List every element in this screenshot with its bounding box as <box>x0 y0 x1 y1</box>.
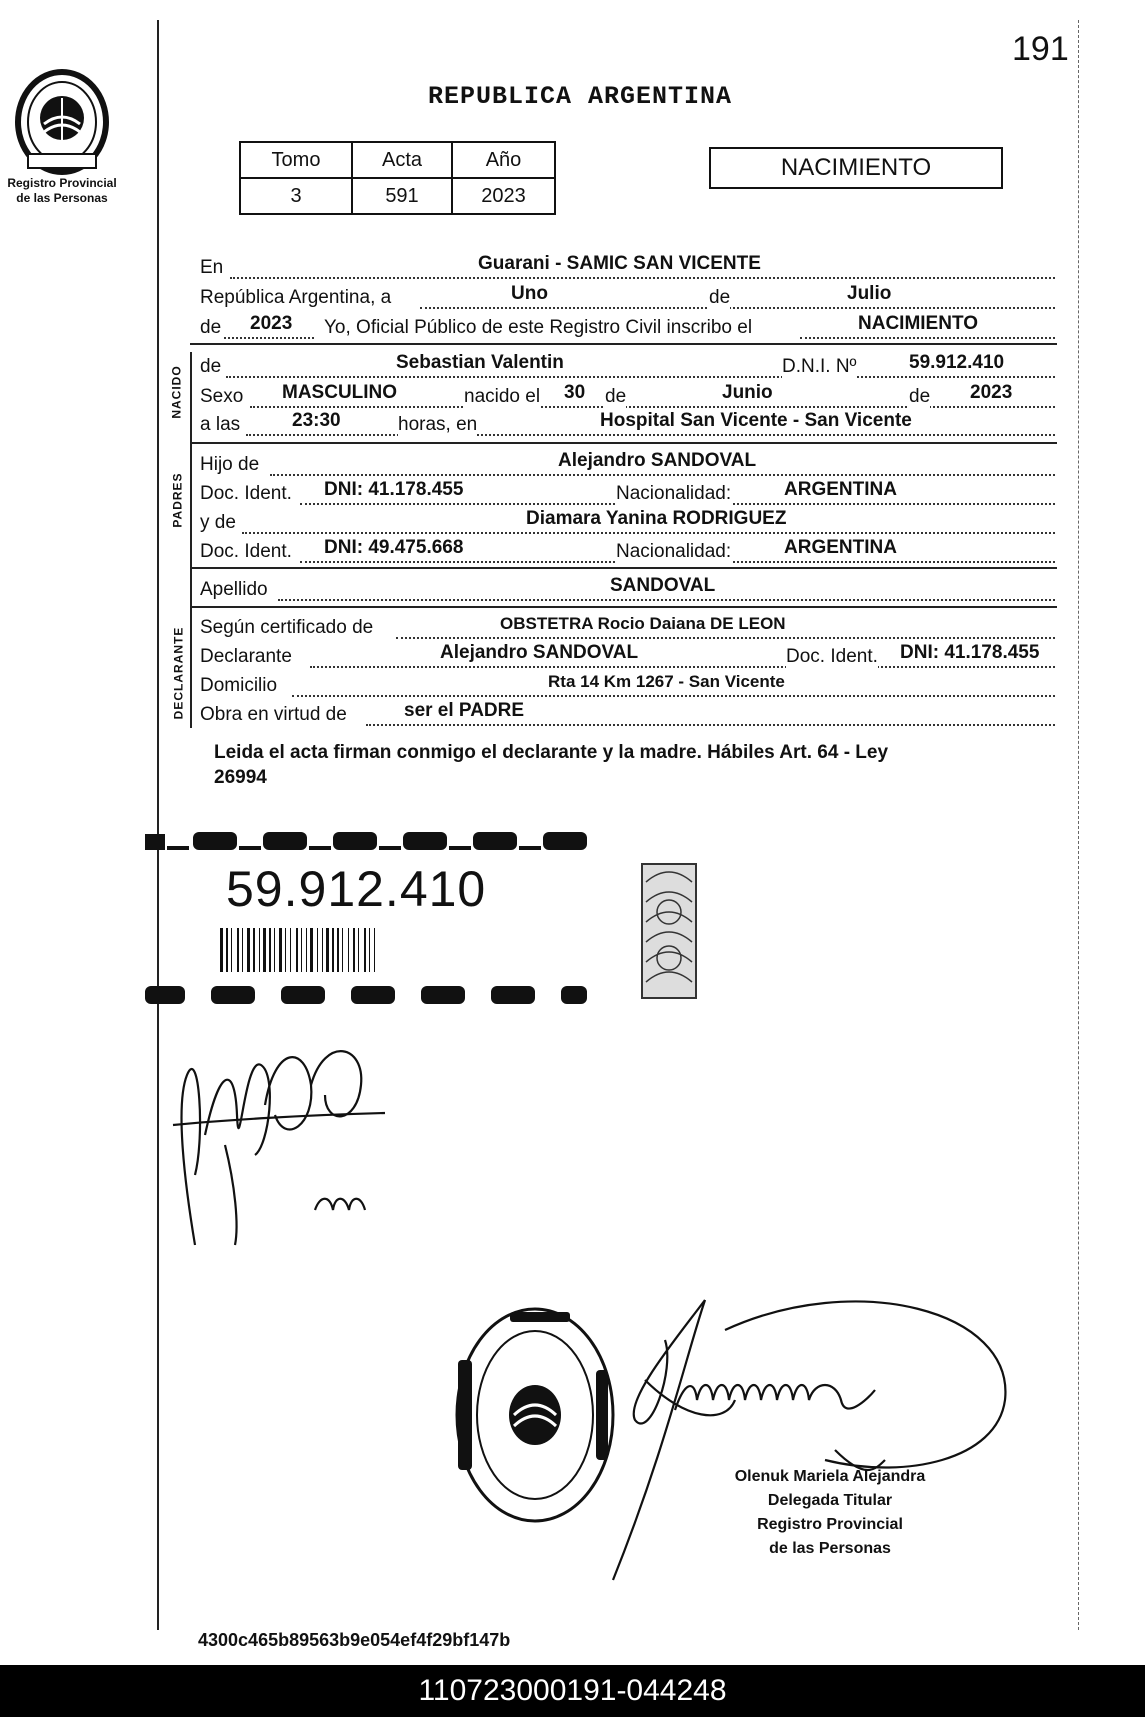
label-doc-ident-father: Doc. Ident. <box>200 481 292 507</box>
header-tomo: Tomo <box>240 142 352 178</box>
header-acta: Acta <box>352 142 452 178</box>
hologram-icon <box>640 862 698 1000</box>
row-en <box>200 255 1055 281</box>
label-y-de: y de <box>200 510 236 536</box>
label-doc-ident-declarante: Doc. Ident. <box>786 644 878 670</box>
official-title: Delegada Titular <box>767 1492 893 1509</box>
value-anio: 2023 <box>452 178 555 214</box>
father-doc: DNI: 41.178.455 <box>324 479 464 500</box>
mother-nationality: ARGENTINA <box>784 537 897 558</box>
value-tomo: 3 <box>240 178 352 214</box>
day-value: Uno <box>511 283 548 304</box>
row-domicilio <box>200 673 1055 699</box>
label-de3: de <box>909 384 930 410</box>
closing-line-2: 26994 <box>214 767 267 788</box>
row-sexo <box>200 384 1055 410</box>
place-value: Guarani - SAMIC SAN VICENTE <box>478 253 761 274</box>
row-certificado <box>200 615 1055 641</box>
year-value: 2023 <box>250 313 293 334</box>
header-anio: Año <box>452 142 555 178</box>
row-declarante <box>200 644 1055 670</box>
mother-doc: DNI: 49.475.668 <box>324 537 464 558</box>
father-nationality: ARGENTINA <box>784 479 897 500</box>
label-nacionalidad-mother: Nacionalidad: <box>616 539 731 565</box>
row-hora <box>200 412 1055 438</box>
act-type-value: NACIMIENTO <box>858 313 978 334</box>
official-signature-block <box>700 1465 960 1561</box>
right-margin-line <box>1078 20 1079 1630</box>
label-republica: República Argentina, a <box>200 287 392 308</box>
record-header-row <box>240 142 555 178</box>
birth-hour: 23:30 <box>292 410 341 431</box>
birth-month: Junio <box>722 382 773 403</box>
record-value-row <box>240 178 555 214</box>
label-a-las: a las <box>200 412 240 438</box>
label-obra: Obra en virtud de <box>200 702 347 728</box>
official-agency-2: de las Personas <box>769 1540 891 1557</box>
official-agency-1: Registro Provincial <box>757 1516 903 1533</box>
row-father-doc <box>200 481 1055 507</box>
row-name <box>200 354 1055 380</box>
document-title: REPUBLICA ARGENTINA <box>428 82 733 111</box>
row-republica <box>200 285 1055 311</box>
record-table <box>239 141 556 215</box>
sticker-bottom-pattern <box>145 982 587 1006</box>
yo-text: Yo, Oficial Público de este Registro Civil inscribo el <box>324 317 753 338</box>
label-certificado: Según certificado de <box>200 615 373 641</box>
declarante-value: Alejandro SANDOVAL <box>440 642 639 663</box>
child-dni: 59.912.410 <box>909 352 1005 373</box>
birth-day: 30 <box>564 382 586 403</box>
row-y-de <box>200 510 1055 536</box>
section-inner-line <box>190 352 192 728</box>
domicilio-value: Rta 14 Km 1267 - San Vicente <box>548 672 785 691</box>
provincial-seal-icon <box>14 68 110 176</box>
label-horas-en: horas, en <box>398 412 477 438</box>
label-domicilio: Domicilio <box>200 673 277 699</box>
barcode-icon <box>220 928 476 972</box>
label-hijo-de: Hijo de <box>200 452 259 478</box>
label-sexo: Sexo <box>200 384 243 410</box>
row-year <box>200 315 1055 341</box>
footer-code-bar: 110723000191-044248 <box>0 1665 1145 1717</box>
label-de-name: de <box>200 356 222 377</box>
mother-name: Diamara Yanina RODRIGUEZ <box>526 508 787 529</box>
month-value: Julio <box>847 283 892 304</box>
label-nacionalidad-father: Nacionalidad: <box>616 481 731 507</box>
row-mother-doc <box>200 539 1055 565</box>
child-name: Sebastian Valentin <box>396 352 564 373</box>
birth-place: Hospital San Vicente - San Vicente <box>600 410 912 431</box>
father-name: Alejandro SANDOVAL <box>558 450 757 471</box>
closing-note <box>214 740 1034 790</box>
section-label-padres: PADRES <box>170 472 185 528</box>
row-obra <box>200 702 1055 728</box>
sexo-value: MASCULINO <box>282 382 398 403</box>
official-stamp-icon <box>450 1300 620 1530</box>
value-acta: 591 <box>352 178 452 214</box>
closing-line-1: Leida el acta firman conmigo el declarante y la madre. Hábiles Art. 64 - Ley <box>214 742 889 763</box>
label-doc-ident-mother: Doc. Ident. <box>200 539 292 565</box>
province-logo <box>6 68 118 206</box>
section-label-nacido: NACIDO <box>169 365 184 419</box>
certificate-value: OBSTETRA Rocio Daiana DE LEON <box>500 614 786 633</box>
label-nacido-el: nacido el <box>464 384 540 410</box>
row-hijo-de <box>200 452 1055 478</box>
agency-caption-1: Registro Provincial <box>7 176 117 190</box>
sticker-dni: 59.912.410 <box>226 861 487 917</box>
birth-year: 2023 <box>970 382 1013 403</box>
row-apellido <box>200 577 1055 603</box>
label-dni: D.N.I. Nº <box>782 354 857 380</box>
declarant-signature-icon <box>165 1025 405 1255</box>
agency-caption-2: de las Personas <box>16 191 108 205</box>
declarante-doc: DNI: 41.178.455 <box>900 642 1040 663</box>
official-name: Olenuk Mariela Alejandra <box>734 1468 926 1485</box>
obra-value: ser el PADRE <box>404 700 525 721</box>
left-margin-line <box>157 20 159 1630</box>
label-de: de <box>709 285 730 311</box>
apellido-value: SANDOVAL <box>610 575 716 596</box>
label-apellido: Apellido <box>200 577 268 603</box>
document-hash: 4300c465b89563b9e054ef4f29bf147b <box>198 1630 511 1650</box>
label-de2: de <box>605 384 626 410</box>
label-en: En <box>200 257 224 278</box>
label-declarante: Declarante <box>200 644 292 670</box>
page-number: 191 <box>1012 30 1069 68</box>
section-label-declarante: DECLARANTE <box>171 626 186 720</box>
label-de-year: de <box>200 317 222 338</box>
record-type-box: NACIMIENTO <box>709 147 1003 189</box>
sticker-top-pattern <box>145 830 587 854</box>
